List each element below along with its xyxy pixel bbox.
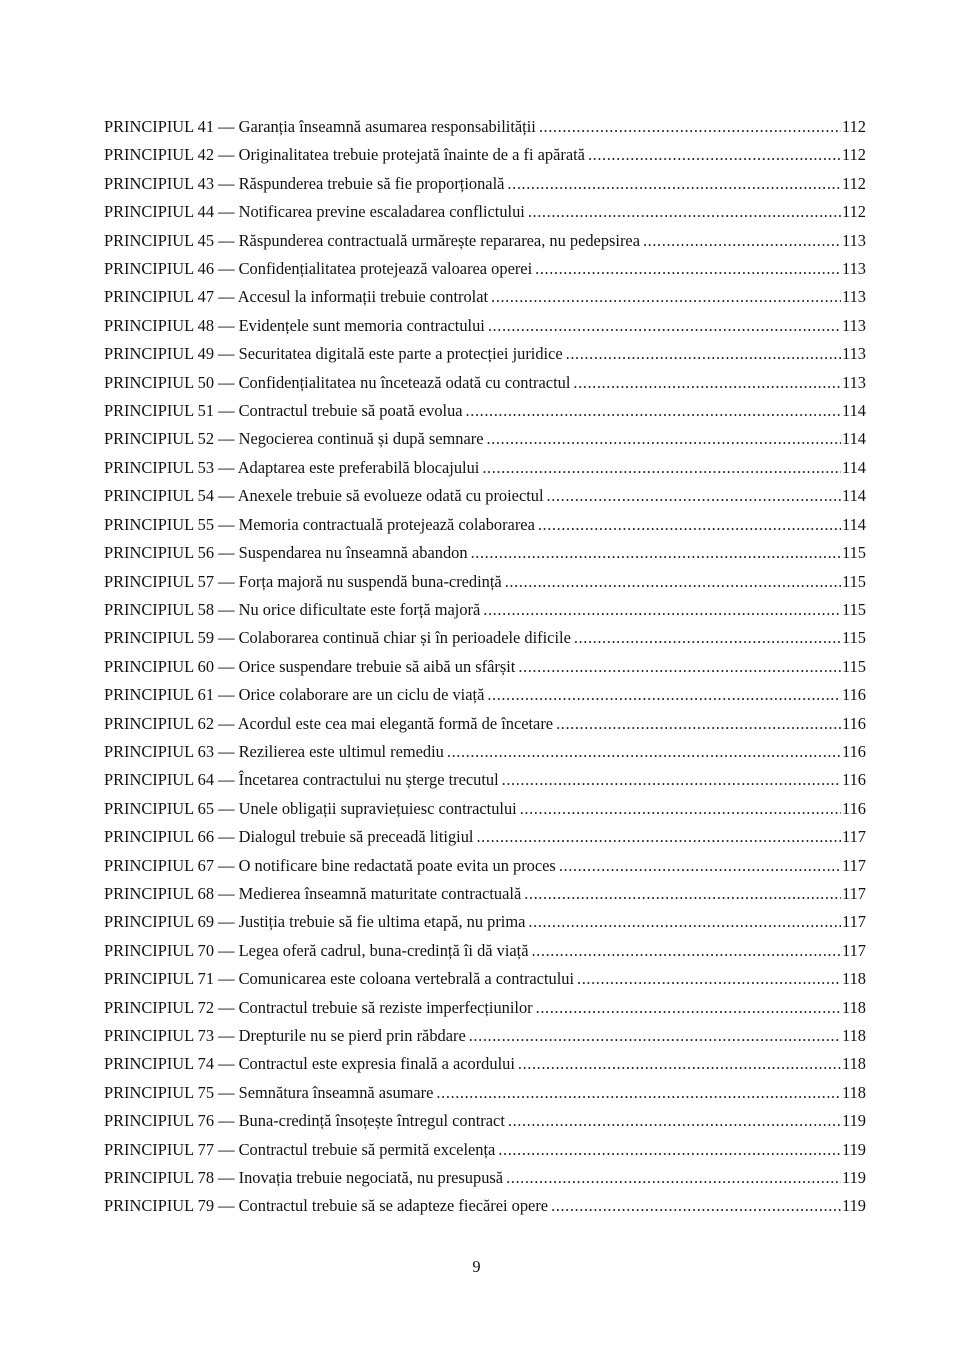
toc-entry[interactable] [104,511,866,539]
toc-entry[interactable] [104,141,866,169]
toc-entry-title: PRINCIPIUL 76 — Buna-credință însoțește întregul contract [104,1111,505,1131]
toc-entry[interactable] [104,1107,866,1135]
dot-leader [482,454,841,482]
toc-entry[interactable] [104,227,866,255]
toc-entry-title: PRINCIPIUL 56 — Suspendarea nu înseamnă abandon [104,543,468,563]
toc-entry[interactable] [104,1136,866,1164]
toc-entry-title: PRINCIPIUL 57 — Forța majoră nu suspendă buna-credință [104,571,502,591]
toc-entry[interactable] [104,823,866,851]
toc-entry-title: PRINCIPIUL 42 — Originalitatea trebuie protejată înainte de a fi apărată [104,145,585,165]
toc-entry-title: PRINCIPIUL 72 — Contractul trebuie să reziste imperfecțiunilor [104,997,533,1017]
toc-entry[interactable] [104,482,866,510]
dot-leader [518,1050,841,1078]
dot-leader [520,795,841,823]
toc-entry-page: 112 [842,117,866,136]
dot-leader [535,255,841,283]
toc-entry[interactable] [104,369,866,397]
dot-leader [539,113,841,141]
dot-leader [502,766,841,794]
toc-entry[interactable] [104,1050,866,1078]
toc-entry-title: PRINCIPIUL 78 — Inovația trebuie negociată, nu presupusă [104,1168,504,1188]
table-of-contents [104,113,866,1221]
toc-entry-page: 118 [842,969,866,989]
toc-entry-title: PRINCIPIUL 50 — Confidențialitatea nu încetează odată cu contractul [104,372,571,392]
dot-leader [469,1022,841,1050]
toc-entry-page: 114 [842,457,866,477]
dot-leader [508,1107,841,1135]
toc-entry[interactable] [104,710,866,738]
toc-entry-page: 117 [842,883,866,903]
toc-entry-title: PRINCIPIUL 53 — Adaptarea este preferabilă blocajului [104,457,480,477]
toc-entry-page: 115 [842,656,866,676]
toc-entry[interactable] [104,198,866,226]
toc-entry-page: 115 [842,571,866,591]
dot-leader [507,170,841,198]
toc-entry[interactable] [104,425,866,453]
dot-leader [577,965,841,993]
dot-leader [588,141,841,169]
toc-entry[interactable] [104,454,866,482]
toc-entry-page: 116 [842,798,866,818]
dot-leader [487,681,841,709]
dot-leader [643,227,841,255]
toc-entry-title: PRINCIPIUL 62 — Acordul este cea mai elegantă formă de încetare [104,713,554,733]
toc-entry-page: 112 [842,145,866,165]
toc-entry-page: 117 [842,827,866,847]
toc-entry-title: PRINCIPIUL 54 — Anexele trebuie să evolueze odată cu proiectul [104,486,544,506]
toc-entry-page: 119 [842,1196,866,1216]
toc-entry[interactable] [104,852,866,880]
toc-entry-page: 115 [842,628,866,648]
toc-entry[interactable] [104,880,866,908]
toc-entry-page: 116 [842,685,866,705]
dot-leader [483,596,841,624]
toc-entry-title: PRINCIPIUL 79 — Contractul trebuie să se adapteze fiecărei opere [104,1196,549,1216]
toc-entry[interactable] [104,1022,866,1050]
toc-entry-page: 117 [842,940,866,960]
toc-entry-page: 114 [842,514,866,534]
toc-entry[interactable] [104,397,866,425]
toc-entry-title: PRINCIPIUL 74 — Contractul este expresia finală a acordului [104,1054,515,1074]
toc-entry[interactable] [104,113,866,141]
toc-entry-page: 119 [842,1111,866,1131]
toc-entry-title: PRINCIPIUL 51 — Contractul trebuie să poată evolua [104,401,463,421]
dot-leader [488,312,841,340]
dot-leader [536,994,841,1022]
toc-entry-title: PRINCIPIUL 63 — Rezilierea este ultimul remediu [104,741,444,761]
toc-entry[interactable] [104,766,866,794]
toc-entry-title: PRINCIPIUL 66 — Dialogul trebuie să preceadă litigiul [104,827,474,847]
toc-entry-page: 114 [842,401,866,421]
dot-leader [574,624,841,652]
toc-entry-title: PRINCIPIUL 46 — Confidențialitatea protejează valoarea operei [104,259,533,279]
toc-entry-title: PRINCIPIUL 61 — Orice colaborare are un ciclu de viață [104,685,485,705]
toc-entry[interactable] [104,170,866,198]
toc-entry-title: PRINCIPIUL 47 — Accesul la informații trebuie controlat [104,287,489,307]
toc-entry[interactable] [104,1192,866,1220]
toc-entry-title: PRINCIPIUL 73 — Drepturile nu se pierd prin răbdare [104,1026,466,1045]
toc-entry-page: 118 [842,1054,866,1074]
toc-entry-title: PRINCIPIUL 69 — Justiția trebuie să fie ultima etapă, nu prima [104,912,526,932]
toc-entry-title: PRINCIPIUL 59 — Colaborarea continuă chiar și în perioadele dificile [104,628,571,648]
toc-entry-page: 116 [842,713,866,733]
toc-entry-title: PRINCIPIUL 75 — Semnătura înseamnă asumare [104,1082,434,1102]
toc-entry-page: 118 [842,1082,866,1102]
toc-entry-title: PRINCIPIUL 70 — Legea oferă cadrul, buna-credință îi dă viață [104,940,529,960]
dot-leader [506,1164,841,1192]
toc-entry[interactable] [104,738,866,766]
dot-leader [531,937,841,965]
toc-entry-title: PRINCIPIUL 41 — Garanția înseamnă asumarea responsabilității [104,117,536,136]
toc-entry-page: 112 [842,202,866,222]
toc-entry-title: PRINCIPIUL 64 — Încetarea contractului nu șterge trecutul [104,770,499,790]
toc-entry[interactable] [104,795,866,823]
dot-leader [573,369,841,397]
toc-entry-page: 114 [842,429,866,449]
toc-entry-page: 112 [842,173,866,193]
toc-entry-page: 118 [842,997,866,1017]
toc-entry[interactable] [104,1164,866,1192]
toc-entry-page: 115 [842,543,866,563]
toc-entry-title: PRINCIPIUL 60 — Orice suspendare trebuie să aibă un sfârșit [104,656,516,676]
toc-entry-page: 113 [842,315,866,335]
toc-entry-page: 113 [842,230,866,250]
toc-entry-page: 113 [842,344,866,364]
toc-entry-title: PRINCIPIUL 58 — Nu orice dificultate este forță majoră [104,599,481,619]
toc-entry-page: 117 [842,855,866,875]
toc-entry[interactable] [104,340,866,368]
toc-entry-page: 116 [842,741,866,761]
toc-entry[interactable] [104,908,866,936]
toc-entry-title: PRINCIPIUL 44 — Notificarea previne escaladarea conflictului [104,202,525,222]
toc-entry[interactable] [104,255,866,283]
toc-entry-title: PRINCIPIUL 71 — Comunicarea este coloana vertebrală a contractului [104,969,575,989]
dot-leader [528,908,841,936]
toc-entry-page: 119 [842,1168,866,1188]
toc-entry[interactable] [104,681,866,709]
dot-leader [538,511,841,539]
toc-entry[interactable] [104,596,866,624]
toc-entry-page: 116 [842,770,866,790]
toc-entry[interactable] [104,937,866,965]
toc-entry-title: PRINCIPIUL 48 — Evidențele sunt memoria contractului [104,315,485,335]
page-number: 9 [472,1257,481,1276]
toc-entry[interactable] [104,568,866,596]
toc-entry-page: 114 [842,486,866,506]
dot-leader [551,1192,841,1220]
dot-leader [436,1079,841,1107]
toc-entry-title: PRINCIPIUL 49 — Securitatea digitală este parte a protecției juridice [104,344,563,364]
dot-leader [505,568,841,596]
dot-leader [491,283,841,311]
dot-leader [498,1136,841,1164]
dot-leader [566,340,841,368]
dot-leader [486,425,841,453]
toc-entry-title: PRINCIPIUL 45 — Răspunderea contractuală urmărește repararea, nu pedepsirea [104,230,640,250]
dot-leader [518,653,841,681]
toc-entry-title: PRINCIPIUL 52 — Negocierea continuă și după semnare [104,429,484,449]
toc-entry-page: 113 [842,372,866,392]
toc-entry-title: PRINCIPIUL 65 — Unele obligații supraviețuiesc contractului [104,798,517,818]
toc-entry[interactable] [104,283,866,311]
dot-leader [447,738,841,766]
toc-entry[interactable] [104,539,866,567]
toc-entry-page: 117 [842,912,866,932]
dot-leader [547,482,841,510]
dot-leader [471,539,841,567]
toc-entry-page: 113 [842,259,866,279]
toc-entry-page: 113 [842,287,866,307]
toc-entry-page: 119 [842,1139,866,1159]
toc-entry[interactable] [104,312,866,340]
dot-leader [466,397,841,425]
toc-entry-title: PRINCIPIUL 77 — Contractul trebuie să permită excelența [104,1139,496,1159]
toc-entry[interactable] [104,965,866,993]
toc-entry-page: 118 [842,1026,866,1045]
toc-entry[interactable] [104,994,866,1022]
dot-leader [524,880,841,908]
dot-leader [559,852,841,880]
dot-leader [476,823,841,851]
dot-leader [556,710,841,738]
toc-entry-title: PRINCIPIUL 43 — Răspunderea trebuie să fie proporțională [104,173,505,193]
toc-entry-title: PRINCIPIUL 55 — Memoria contractuală protejează colaborarea [104,514,535,534]
toc-entry[interactable] [104,1079,866,1107]
dot-leader [528,198,841,226]
toc-entry-title: PRINCIPIUL 68 — Medierea înseamnă maturitate contractuală [104,883,522,903]
toc-entry[interactable] [104,653,866,681]
toc-entry-page: 115 [842,599,866,619]
toc-entry-title: PRINCIPIUL 67 — O notificare bine redactată poate evita un proces [104,855,556,875]
toc-entry[interactable] [104,624,866,652]
